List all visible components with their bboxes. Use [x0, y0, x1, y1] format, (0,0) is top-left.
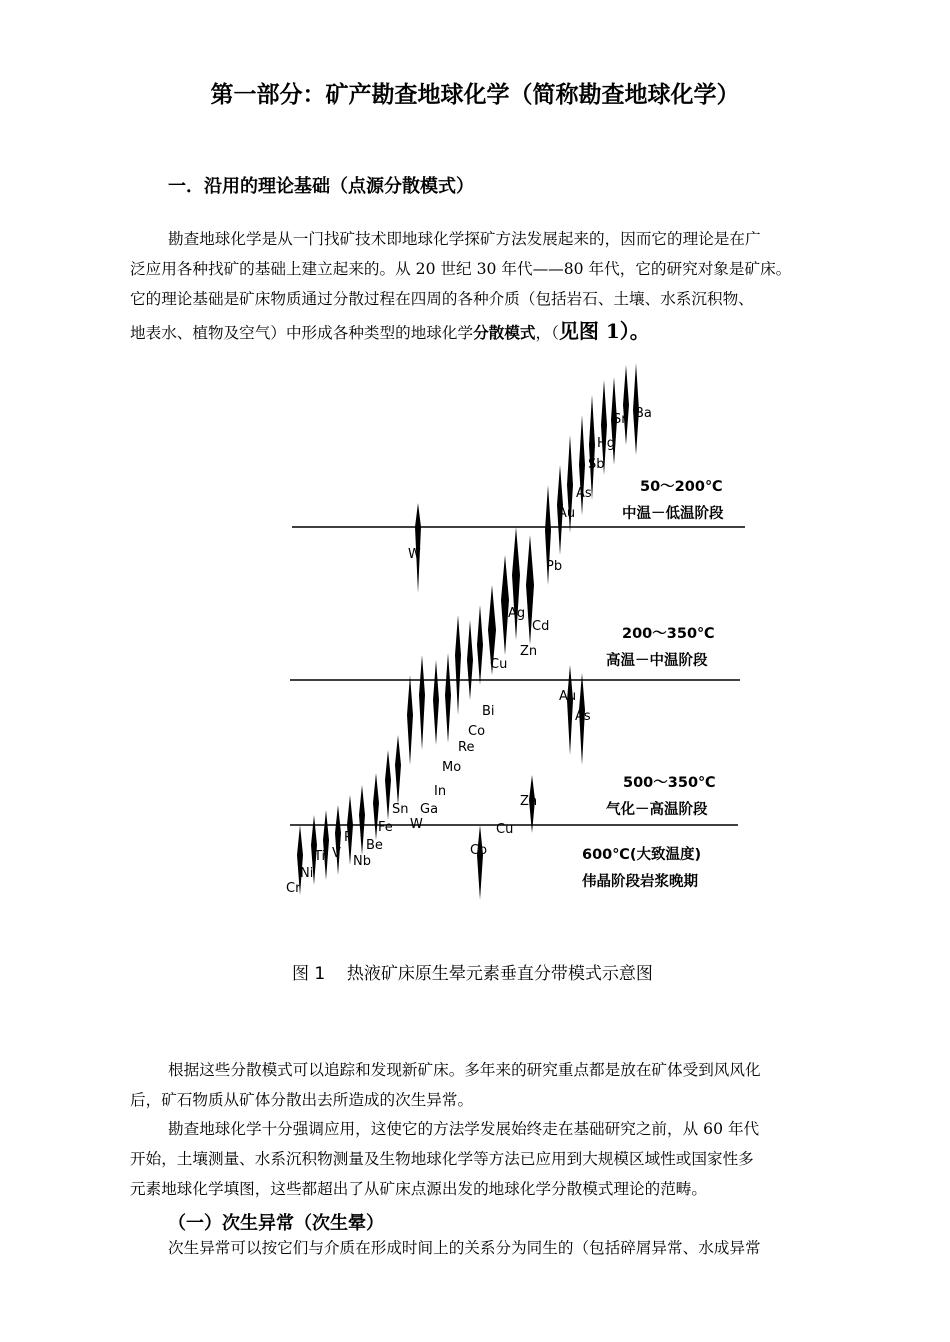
- label-P: P: [344, 830, 352, 845]
- label-V: V: [332, 846, 341, 861]
- zone2-temp: 200～350℃: [622, 626, 715, 642]
- label-Mo: Mo: [442, 760, 462, 775]
- label-Ba: Ba: [635, 406, 652, 421]
- para3-line1: 勘查地球化学十分强调应用，这使它的方法学发展始终走在基础研究之前，从 60 年代: [168, 1120, 760, 1138]
- label-As-upper: As: [576, 486, 592, 501]
- figure-caption: 图 1 热液矿床原生晕元素垂直分带模式示意图: [292, 964, 653, 984]
- label-W-upper: W: [408, 547, 421, 562]
- zone3-stage: 气化－高温阶段: [606, 802, 708, 818]
- label-Sb: Sb: [588, 457, 605, 472]
- see-figure-ref: 见图 1）。: [558, 319, 650, 343]
- subsection-heading-secondary-anomaly: （一）次生异常（次生晕）: [168, 1213, 384, 1234]
- label-Be: Be: [366, 838, 383, 853]
- para1-line4-punct: ，（: [535, 324, 559, 342]
- label-Zn-mid: Zn: [520, 644, 538, 659]
- label-Au-mid: Au: [559, 689, 577, 704]
- label-W-lower: W: [410, 817, 423, 832]
- label-Ga: Ga: [420, 802, 439, 817]
- document-title: 第一部分：矿产勘查地球化学（简称勘查地球化学）: [210, 82, 740, 108]
- zone4-temp: 600℃(大致温度): [582, 847, 702, 863]
- label-Au-upper: Au: [558, 506, 576, 521]
- label-Cd: Cd: [532, 619, 550, 634]
- para4-line1: 次生异常可以按它们与介质在形成时间上的关系分为同生的（包括碎屑异常、水成异常: [168, 1239, 761, 1257]
- label-Ni: Ni: [300, 866, 314, 881]
- para1-line4: [130, 321, 650, 342]
- label-Re: Re: [458, 740, 475, 755]
- label-Cu-mid: Cu: [490, 657, 508, 672]
- para1-line1: 勘查地球化学是从一门找矿技术即地球化学探矿方法发展起来的，因而它的理论是在广: [168, 230, 761, 248]
- zone-labels: [582, 479, 724, 890]
- label-Sn: Sn: [392, 802, 409, 817]
- label-Sr: Sr: [613, 412, 627, 427]
- para1-line4-text: 地表水、植物及空气）中形成各种类型的地球化学: [130, 324, 474, 342]
- para2-line2: 后，矿石物质从矿体分散出去所造成的次生异常。: [130, 1091, 474, 1109]
- label-Zn-lower: Zn: [520, 794, 538, 809]
- label-Pb: Pb: [546, 559, 563, 574]
- zone4-stage: 伟晶阶段岩浆晚期: [582, 874, 698, 890]
- label-Ti: Ti: [314, 849, 326, 864]
- para3-line2: 开始，土壤测量、水系沉积物测量及生物地球化学等方法已应用到大规模区域性或国家性多: [130, 1150, 754, 1168]
- section-heading-theory: 一．沿用的理论基础（点源分散模式）: [168, 176, 474, 197]
- label-Fe: Fe: [378, 820, 393, 835]
- label-Ag: Ag: [508, 606, 526, 621]
- label-Bi: Bi: [482, 704, 495, 719]
- label-Co-lower: Co: [470, 843, 488, 858]
- zone3-temp: 500～350℃: [623, 775, 716, 791]
- label-Cu-lower: Cu: [496, 822, 514, 837]
- para1-line2: 泛应用各种找矿的基础上建立起来的。从 20 世纪 30 年代——80 年代，它的研究对象是矿床。: [130, 260, 792, 278]
- para3-line3: 元素地球化学填图，这些都超出了从矿床点源出发的地球化学分散模式理论的范畴。: [130, 1180, 707, 1198]
- para2-line1: 根据这些分散模式可以追踪和发现新矿床。多年来的研究重点都是放在矿体受到风风化: [168, 1061, 761, 1079]
- label-As-mid: As: [575, 709, 591, 724]
- zone1-temp: 50～200℃: [640, 479, 723, 495]
- dispersion-pattern-term: 分散模式: [473, 323, 536, 342]
- label-Hg: Hg: [597, 436, 616, 451]
- zone2-stage: 高温－中温阶段: [606, 653, 708, 669]
- label-Nb: Nb: [353, 854, 371, 869]
- para1-line3: 它的理论基础是矿床物质通过分散过程在四周的各种介质（包括岩石、土壤、水系沉积物、: [130, 290, 754, 308]
- element-spindles: [297, 363, 639, 900]
- label-In: In: [434, 784, 447, 799]
- label-Cr: Cr: [286, 881, 301, 896]
- zoning-figure: [270, 355, 750, 995]
- zone1-stage: 中温－低温阶段: [622, 506, 724, 522]
- label-Co-mid: Co: [468, 724, 486, 739]
